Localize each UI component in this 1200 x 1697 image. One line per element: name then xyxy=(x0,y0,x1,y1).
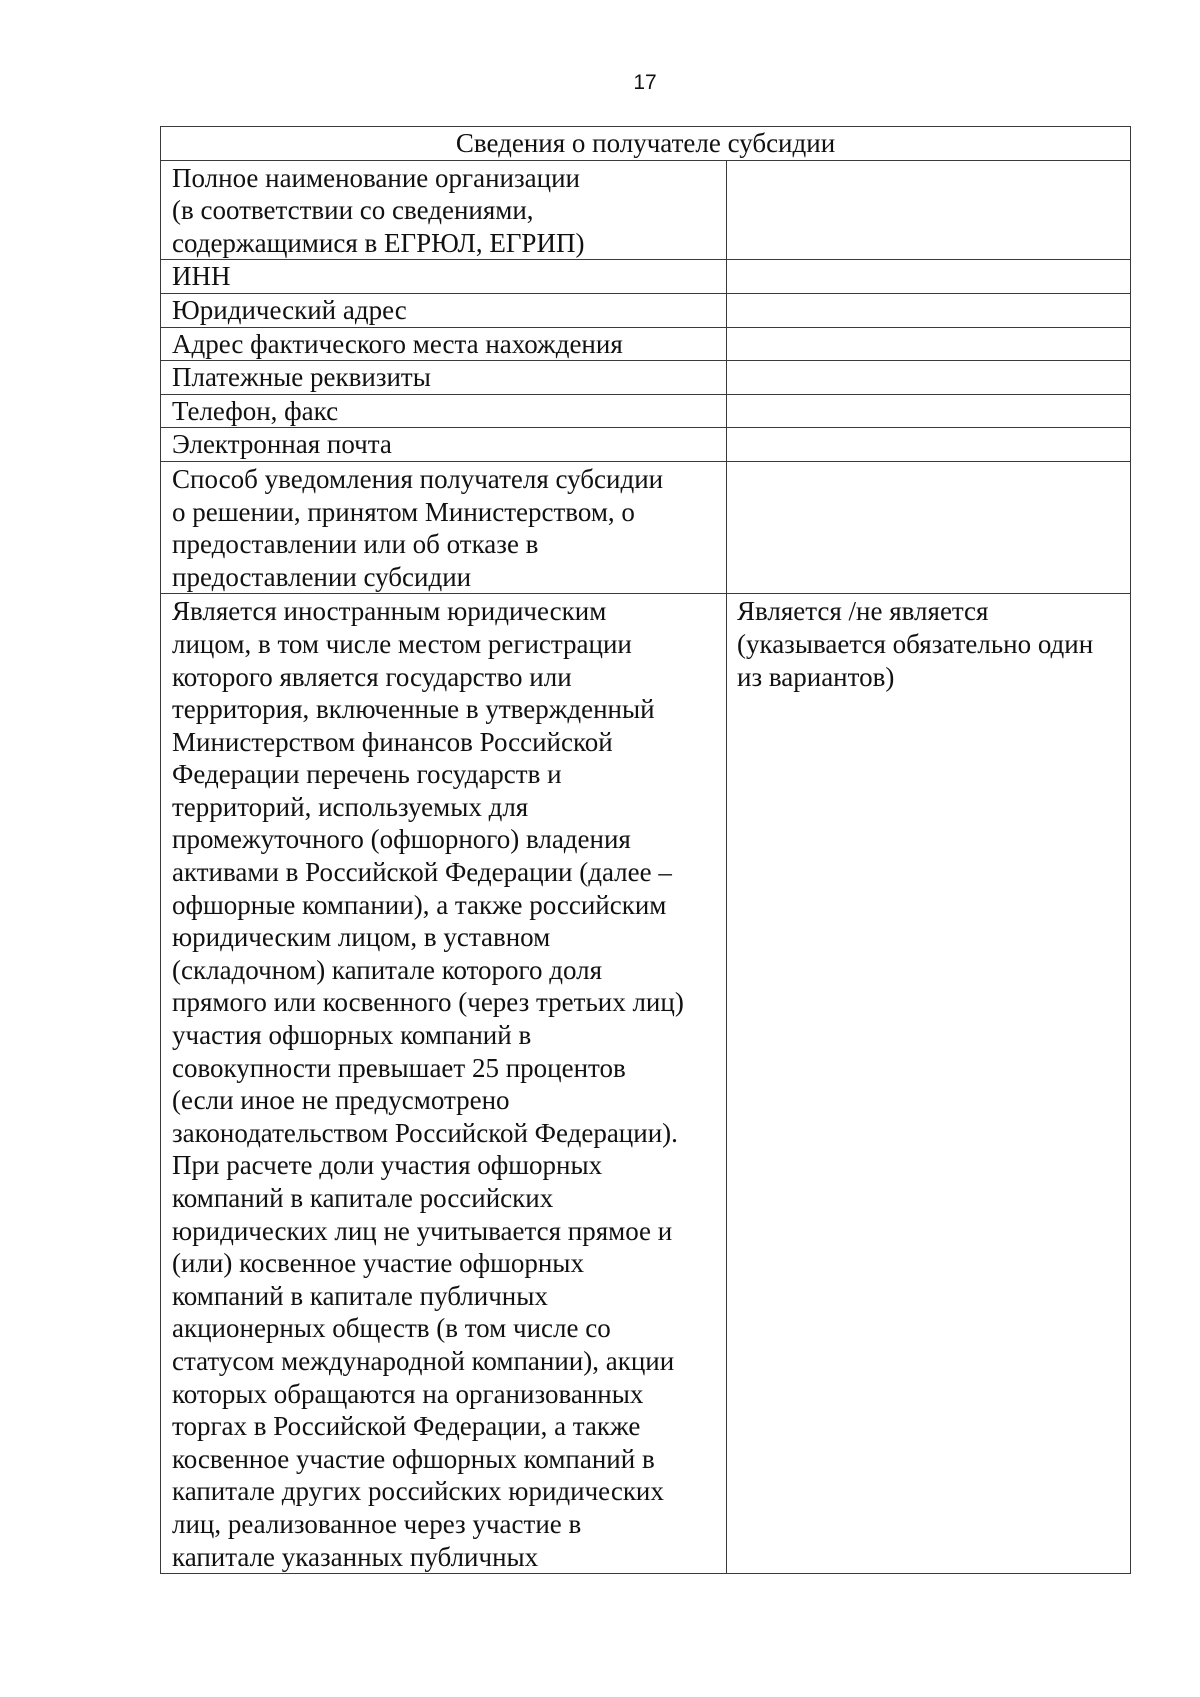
table-title: Сведения о получателе субсидии xyxy=(161,127,1131,161)
row-value-full-name[interactable] xyxy=(727,160,1131,260)
row-label-notification-method: Способ уведомления получателя субсидии о решении, принятом Министерством, о предоставлении или об отказе в предоставлении субсидии xyxy=(161,461,727,593)
row-value-legal-address[interactable] xyxy=(727,293,1131,327)
row-value-payment-details[interactable] xyxy=(727,361,1131,395)
row-label-payment-details: Платежные реквизиты xyxy=(161,361,727,395)
table-row-notification-method xyxy=(161,461,1131,593)
row-value-phone-fax[interactable] xyxy=(727,394,1131,428)
row-label-legal-address: Юридический адрес xyxy=(161,293,727,327)
row-value-notification-method[interactable] xyxy=(727,461,1131,593)
row-label-inn: ИНН xyxy=(161,260,727,294)
page-number: 17 xyxy=(633,71,657,94)
row-label-actual-address: Адрес фактического места нахождения xyxy=(161,327,727,361)
row-value-actual-address[interactable] xyxy=(727,327,1131,361)
table-row-legal-address xyxy=(161,293,1131,327)
table-row-actual-address xyxy=(161,327,1131,361)
row-value-email[interactable] xyxy=(727,428,1131,462)
table-row-payment-details xyxy=(161,361,1131,395)
row-label-phone-fax: Телефон, факс xyxy=(161,394,727,428)
row-value-offshore-status[interactable]: Является /не является (указывается обязательно один из вариантов) xyxy=(727,594,1131,1574)
row-value-inn[interactable] xyxy=(727,260,1131,294)
table-row-full-name xyxy=(161,160,1131,260)
row-label-full-name: Полное наименование организации (в соответствии со сведениями, содержащимися в ЕГРЮЛ, ЕГРИП) xyxy=(161,160,727,260)
table-row-inn xyxy=(161,260,1131,294)
table-row-email xyxy=(161,428,1131,462)
table-row-phone-fax xyxy=(161,394,1131,428)
table-row-offshore-status xyxy=(161,594,1131,1574)
table-title-row xyxy=(161,127,1131,161)
row-label-email: Электронная почта xyxy=(161,428,727,462)
row-label-offshore-status: Является иностранным юридическим лицом, в том числе местом регистрации которого является государство или территория, включенные в утвержденный Министерством финансов Российской Федерации перечень государств и территорий, используемых для промежуточного (офшорного) владения активами в Российской Федерации (далее – офшорные компании), а также российским юридическим лицом, в уставном (складочном) капитале которого доля прямого или косвенного (через третьих лиц) участия офшорных компаний в совокупности превышает 25 процентов (если иное не предусмотрено законодательством Российской Федерации). При расчете доли участия офшорных компаний в капитале российских юридических лиц не учитывается прямое и (или) косвенное участие офшорных компаний в капитале публичных акционерных обществ (в том числе со статусом международной компании), акции которых обращаются на организованных торгах в Российской Федерации, а также косвенное участие офшорных компаний в капитале других российских юридических лиц, реализованное через участие в капитале указанных публичных xyxy=(161,594,727,1574)
recipient-info-table xyxy=(160,126,1131,1574)
